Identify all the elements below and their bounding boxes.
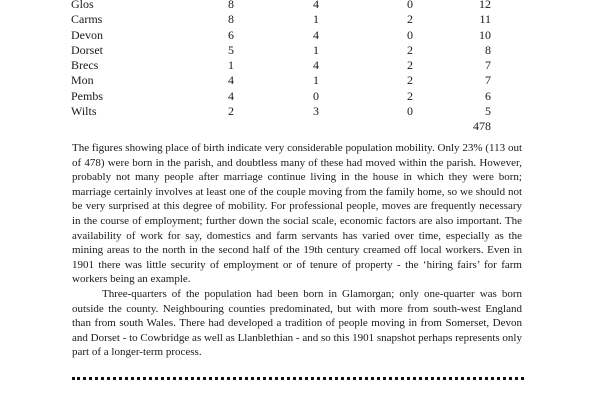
county-name: Devon bbox=[71, 27, 103, 42]
row-total: 5 bbox=[485, 104, 491, 119]
county-name: Wilts bbox=[71, 104, 97, 119]
table-cell: 4 bbox=[313, 58, 319, 73]
table-cell: 1 bbox=[228, 58, 234, 73]
table-cell: 8 bbox=[228, 0, 234, 11]
row-total: 8 bbox=[485, 42, 491, 57]
table-cell: 8 bbox=[228, 12, 234, 27]
table-cell: 0 bbox=[407, 27, 413, 42]
county-name: Carms bbox=[71, 12, 103, 27]
row-total: 7 bbox=[485, 58, 491, 73]
table-row bbox=[71, 104, 491, 119]
table-row bbox=[71, 58, 491, 73]
row-total: 10 bbox=[479, 27, 491, 42]
table-cell: 1 bbox=[313, 12, 319, 27]
table-cell: 0 bbox=[407, 104, 413, 119]
county-name: Dorset bbox=[71, 42, 103, 57]
table-cell: 6 bbox=[228, 27, 234, 42]
table-cell: 4 bbox=[313, 0, 319, 11]
table-row bbox=[71, 28, 491, 43]
table-row bbox=[71, 12, 491, 27]
table-cell: 2 bbox=[407, 73, 413, 88]
table-cell: 5 bbox=[228, 42, 234, 57]
county-name: Brecs bbox=[71, 58, 99, 73]
birthplace-table bbox=[71, 0, 491, 134]
county-name: Pembs bbox=[71, 88, 104, 103]
table-cell: 2 bbox=[407, 58, 413, 73]
row-total: 7 bbox=[485, 73, 491, 88]
grand-total: 478 bbox=[473, 119, 491, 134]
row-total: 12 bbox=[479, 0, 491, 11]
table-row bbox=[71, 0, 491, 12]
table-cell: 4 bbox=[313, 27, 319, 42]
table-cell: 1 bbox=[313, 42, 319, 57]
county-name: Mon bbox=[71, 73, 94, 88]
table-cell: 3 bbox=[313, 104, 319, 119]
dotted-divider bbox=[72, 377, 524, 380]
table-row bbox=[71, 89, 491, 104]
table-cell: 0 bbox=[313, 88, 319, 103]
county-name: Glos bbox=[71, 0, 94, 11]
table-cell: 4 bbox=[228, 88, 234, 103]
grand-total-row bbox=[71, 119, 491, 134]
table-cell: 2 bbox=[228, 104, 234, 119]
paragraph-glamorgan: Three-quarters of the population had been born in Glamorgan; only one-quarter was born outside the county. Neighbouring counties predominated, but with more from south-west England than from south Wales. There had developed a tradition of people moving in from Somerset, Devon and Dorset - to Cowbridge as well as Llanblethian - and so this 1901 snapshot perhaps represents only part of a longer-term process. bbox=[72, 288, 522, 359]
table-row bbox=[71, 73, 491, 88]
table-cell: 2 bbox=[407, 42, 413, 57]
table-row bbox=[71, 43, 491, 58]
row-total: 11 bbox=[479, 12, 491, 27]
table-cell: 0 bbox=[407, 0, 413, 11]
table-cell: 2 bbox=[407, 12, 413, 27]
table-cell: 4 bbox=[228, 73, 234, 88]
table-cell: 2 bbox=[407, 88, 413, 103]
paragraph-mobility: The figures showing place of birth indicate very considerable population mobility. Only 23% (113 out of 478) were born in the parish, and doubtless many of these had moved within the parish. However, probably not many people after marriage continue living in the house in which they were born; marriage certainly involves at least one of the couple moving from the family home, so we should not be very surprised at this degree of mobility. For professional people, moves are frequently necessary in the course of employment; further down the social scale, economic factors are also important. The availability of work for say, domestics and farm servants has varied over time, especially as the mining areas to the north in the second half of the 19th century creamed off local workers. Even in 1901 there was little security of employment or of tenure of property - the ‘hiring fairs’ for farm workers being an example. bbox=[72, 142, 522, 286]
table-cell: 1 bbox=[313, 73, 319, 88]
row-total: 6 bbox=[485, 88, 491, 103]
